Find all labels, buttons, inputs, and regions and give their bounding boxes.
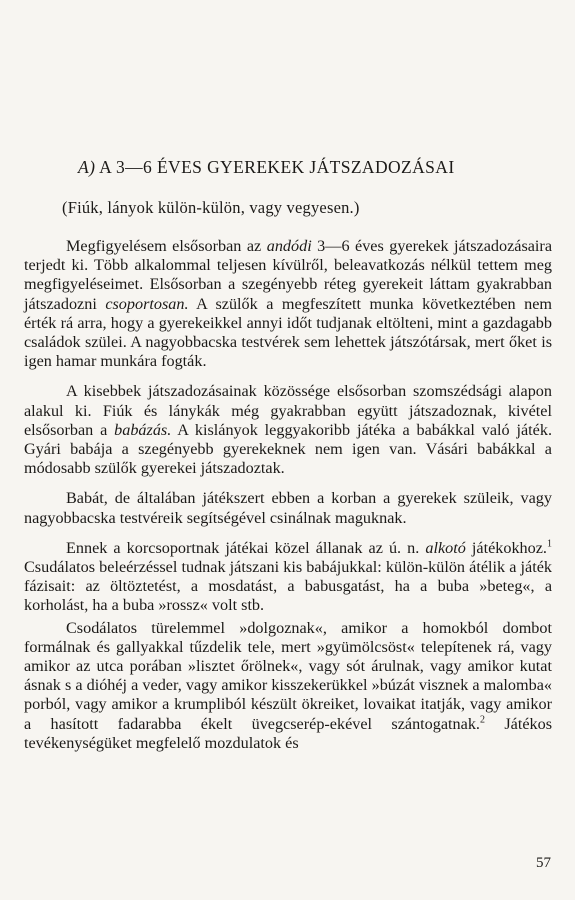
paragraph-text: Ennek a korcsoportnak játékai közel állanak az ú. n.: [66, 538, 426, 557]
paragraph-text: 3—6 éves gyerekek játszadozásaira terjedt ki. Több alkalommal teljesen kívülről, beleavatkozás nélkül tettem meg megfigyeléseimet. Elsősorban a szegényebb réteg gyerekeit láttam gyakrabban játszadozni: [24, 237, 553, 313]
italic-term: andódi: [266, 237, 312, 255]
section-title: A 3—6 ÉVES GYEREKEK JÁTSZADOZÁSAI: [99, 157, 455, 177]
section-label: A): [78, 157, 96, 177]
paragraph-text: Csodálatos türelemmel »dolgoznak«, amikor a homokból dombot formálnak és gallyakkal tűzdelik tele, mert »gyümölcsöst« telepítenek rá, vagy amikor az utca porában »lisztet őrölnek«, vagy sót árulnak, vagy amikor kutat ásnak s a dióhéj a veder, vagy amikor kisszekerükkel »búzát visznek a malomba« porból, vagy amikor a krumpliból készült ökreiket, lovaikat itatják, vagy amikor a hasított fadarabba ékelt üvegcserép-ekével szántogatnak.: [24, 618, 552, 733]
paragraph: [24, 619, 552, 753]
italic-term: babázás.: [114, 420, 172, 439]
section-heading: [78, 157, 548, 178]
page-number: 57: [536, 855, 551, 871]
paragraph-text: A kisebbek játszadozásainak közössége elsősorban szomszédsági alapon alakul ki. Fiúk és lánykák még gyakrabban együtt játszadoznak, kivétel elsősorban a: [24, 382, 552, 439]
italic-term: alkotó: [425, 538, 466, 557]
italic-term: csoportosan.: [105, 294, 189, 313]
footnote-marker: 2: [479, 714, 485, 726]
paragraph-text: A szülők a megfeszített munka következtében nem érték rá arra, hogy a gyerekeikkel annyi időt tudjanak eltölteni, mint a gazdagabb családok szülei. A nagyobbacska testvérek sem lehettek játszótársak, mert őket is igen hamar munkára fogták.: [24, 294, 552, 371]
footnote-marker: 1: [546, 538, 552, 550]
paragraph: [24, 539, 552, 616]
paragraph-text: Babát, de általában játékszert ebben a korban a gyerekek szüleik, vagy nagyobbacska testvéreik segítségével csinálnak maguknak.: [24, 489, 552, 527]
paragraph: [24, 489, 552, 527]
paragraph-text: Csudálatos beleérzéssel tudnak játszani kis babájukkal: külön-külön átélik a játék fázisait: az öltöztetést, a mosdatást, a babusgatást, ha a buba »beteg«, a korholást, ha a buba »rossz« volt stb.: [24, 558, 552, 615]
body-text: [24, 237, 552, 764]
paragraph-text: Megfigyelésem elsősorban az: [66, 237, 267, 255]
paragraph-text: A kislányok leggyakoribb játéka a babákkal való játék. Gyári babája a szegényebb gyerekeknek nem igen van. Vásári babákkal a módosabb szülők gyerekei játszadoztak.: [24, 420, 553, 478]
paragraph-text: játékokhoz.: [465, 538, 547, 557]
section-subheading: (Fiúk, lányok külön-külön, vagy vegyesen.): [62, 198, 360, 217]
paragraph: [24, 237, 552, 371]
paragraph: [24, 382, 552, 478]
paragraph-text: Játékos tevékenységüket megfelelő mozdulatok és: [24, 714, 552, 752]
